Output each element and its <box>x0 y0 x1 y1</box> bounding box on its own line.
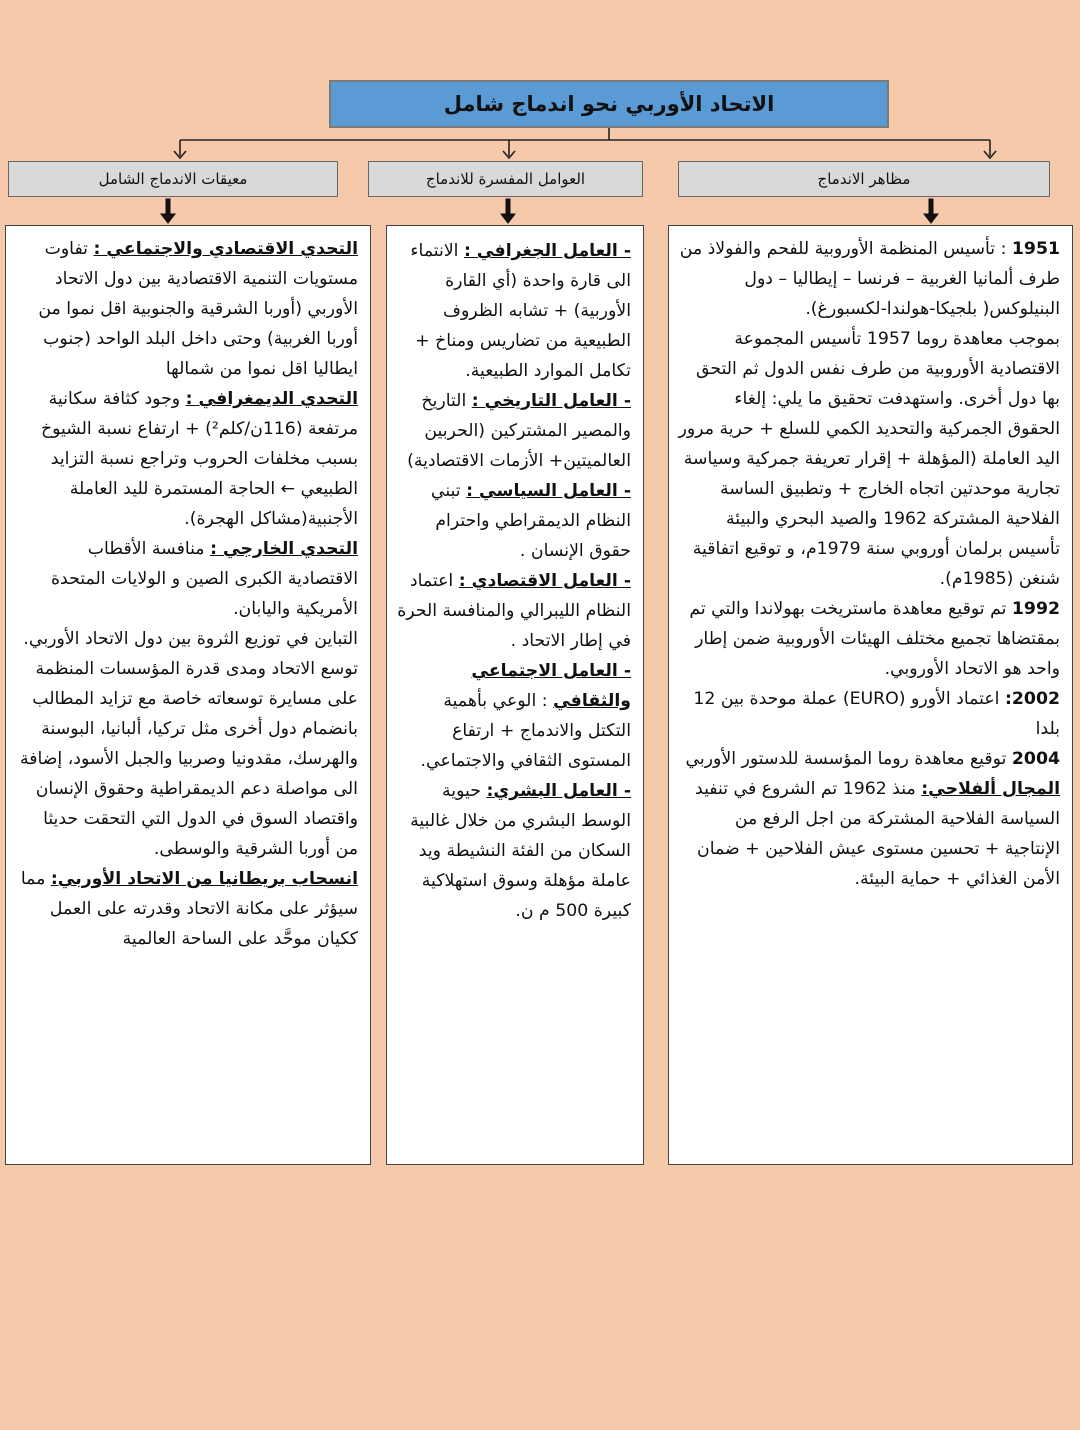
middle-item-label-3: - العامل الاقتصادي : <box>458 571 631 591</box>
middle-item-label-0: - العامل الجغرافي : <box>463 241 631 261</box>
down-arrow-head-left <box>161 214 175 223</box>
right-item-label-3: 2002: <box>1004 689 1060 709</box>
column-integration-obstacles <box>5 225 371 1165</box>
middle-item-5 <box>397 776 631 926</box>
left-item-1 <box>16 384 358 534</box>
left-item-label-2: التحدي الخارجي : <box>210 539 358 559</box>
column-integration-factors <box>386 225 644 1165</box>
right-item-label-0: 1951 <box>1011 239 1060 259</box>
right-item-text-4: توقيع معاهدة روما المؤسسة للدستور الأوربي <box>685 749 1012 769</box>
left-item-4 <box>16 654 358 864</box>
left-item-label-1: التحدي الديمغرافي : <box>185 389 358 409</box>
left-item-0 <box>16 234 358 384</box>
middle-item-text-2: تبني النظام الديمقراطي واحترام حقوق الإنسان . <box>430 481 631 561</box>
right-item-text-1: بموجب معاهدة روما 1957 تأسيس المجموعة الاقتصادية الأوروبية من طرف نفس الدول ثم التحق بها دول أخرى. واستهدفت تحقيق ما يلي: إلغاء الحقوق الجمركية والتحديد الكمي للسلع + حرية مرور اليد العاملة (المؤهلة + إقرار تعريفة جمركية وسياسة تجارية موحدتين اتجاه الخارج + وتطبيق الساسة الفلاحية المشتركة 1962 والصيد البحري والبيئة تأسيس برلمان أوروبي سنة 1979م، و توقيع اتفاقية شنغن (1985م). <box>678 329 1060 589</box>
left-item-text-1: وجود كثافة سكانية مرتفعة (116ن/كلم²) + ارتفاع نسبة الشيوخ بسبب مخلفات الحروب وتراجع نسبة التزايد الطبيعي ← الحاجة المستمرة لليد العاملة الأجنبية(مشاكل الهجرة). <box>40 389 358 529</box>
right-item-1 <box>677 324 1060 594</box>
right-item-label-2: 1992 <box>1011 599 1060 619</box>
heading-integration-obstacles: معيقات الاندماج الشامل <box>8 161 338 197</box>
right-item-0 <box>677 234 1060 324</box>
middle-item-text-1: التاريخ والمصير المشتركين (الحربين العالميتين+ الأزمات الاقتصادية) <box>407 391 631 471</box>
heading-integration-aspects: مظاهر الاندماج <box>678 161 1050 197</box>
middle-item-0 <box>397 236 631 386</box>
down-arrow-stem-right <box>929 199 933 215</box>
heading-integration-factors: العوامل المفسرة للاندماج <box>368 161 643 197</box>
middle-item-3 <box>397 566 631 656</box>
left-item-text-4: توسع الاتحاد ومدى قدرة المؤسسات المنظمة على مسايرة توسعاته خاصة مع تزايد المطالب بانضمام دول أخرى مثل تركيا، ألبانيا، البوسنة والهرسك، مقدونيا وصربيا والجبل الأسود، إضافة الى مواصلة دعم الديمقراطية وحقوق الإنسان واقتصاد السوق في الدول التي التحقت حديثا من أوربا الشرقية والوسطى. <box>19 659 358 859</box>
right-item-text-5: منذ 1962 تم الشروع في تنفيد السياسة الفلاحية المشتركة من اجل الرفع من الإنتاجية + تحسين مستوى عيش الفلاحين + ضمان الأمن الغذائي + حماية البيئة. <box>695 779 1060 889</box>
middle-item-text-3: اعتماد النظام الليبرالي والمنافسة الحرة في إطار الاتحاد . <box>397 571 631 651</box>
down-arrow-stem-middle <box>506 199 510 215</box>
left-item-text-5: مما سيؤثر على مكانة الاتحاد وقدرته على العمل ككيان موحَّد على الساحة العالمية <box>20 869 358 949</box>
right-item-5 <box>677 774 1060 894</box>
diagram-title: الاتحاد الأوربي نحو اندماج شامل <box>329 80 889 128</box>
left-item-5 <box>16 864 358 954</box>
right-item-4 <box>677 744 1060 774</box>
right-item-text-3: اعتماد الأورو (EURO) عملة موحدة بين 12 بلدا <box>693 689 1060 739</box>
middle-item-text-4: : الوعي بأهمية التكتل والاندماج + ارتفاع المستوى الثقافي والاجتماعي. <box>420 691 631 771</box>
right-item-label-5: المجال ألفلاحي: <box>921 779 1060 799</box>
right-item-text-2: تم توقيع معاهدة ماستريخت بهولاندا والتي تم بمقتضاها تجميع مختلف الهيئات الأوروبية ضمن إطار واحد هو الاتحاد الأوروبي. <box>689 599 1060 679</box>
down-arrow-head-middle <box>501 214 515 223</box>
left-item-3 <box>16 624 358 654</box>
middle-item-2 <box>397 476 631 566</box>
middle-item-1 <box>397 386 631 476</box>
left-item-text-0: تفاوت مستويات التنمية الاقتصادية بين دول الاتحاد الأوربي (أوربا الشرقية والجنوبية اقل نموا من أوربا الغربية) وحتى داخل البلد الواحد (جنوب ايطاليا اقل نموا من شمالها <box>38 239 358 379</box>
middle-item-label-4: - العامل الاجتماعي والثقافي <box>471 661 631 711</box>
left-item-2 <box>16 534 358 624</box>
right-item-3 <box>677 684 1060 744</box>
middle-item-text-0: الانتماء الى قارة واحدة (أي القارة الأوربية) + تشابه الظروف الطبيعية من تضاريس ومناخ + تكامل الموارد الطبيعية. <box>410 241 631 381</box>
middle-item-label-1: - العامل التاريخي : <box>471 391 631 411</box>
left-item-text-3: التباين في توزيع الثروة بين دول الاتحاد الأوربي. <box>23 629 358 649</box>
left-item-text-2: منافسة الأقطاب الاقتصادية الكبرى الصين و الولايات المتحدة الأمريكية واليابان. <box>50 539 358 619</box>
right-item-2 <box>677 594 1060 684</box>
middle-item-label-2: - العامل السياسي : <box>466 481 631 501</box>
left-item-label-0: التحدي الاقتصادي والاجتماعي : <box>93 239 358 259</box>
down-arrow-stem-left <box>166 199 170 215</box>
right-item-label-4: 2004 <box>1011 749 1060 769</box>
middle-item-label-5: - العامل البشري: <box>486 781 631 801</box>
column-integration-aspects <box>668 225 1073 1165</box>
left-item-label-5: انسحاب بريطانيا من الاتحاد الأوربي: <box>50 869 358 889</box>
middle-item-4 <box>397 656 631 776</box>
right-item-text-0: : تأسيس المنظمة الأوروبية للفحم والفولاذ من طرف ألمانيا الغربية – فرنسا – إيطاليا – دول البنيلوكس( بلجيكا-هولندا-لكسبورغ). <box>679 239 1060 319</box>
down-arrow-head-right <box>924 214 938 223</box>
middle-item-text-5: حيوية الوسط البشري من خلال غالبية السكان من الفئة النشيطة ويد عاملة مؤهلة وسوق استهلاكية كبيرة 500 م ن. <box>410 781 631 921</box>
